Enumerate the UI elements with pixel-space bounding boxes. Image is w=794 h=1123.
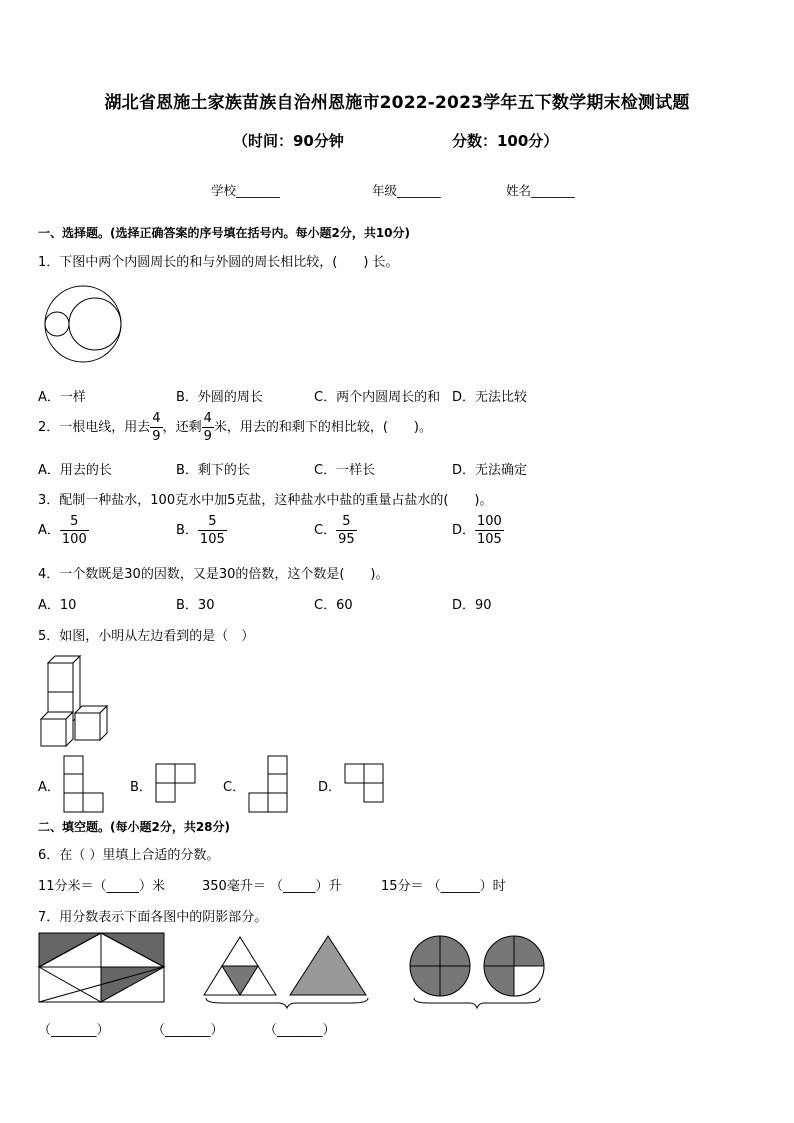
fraction [475, 515, 504, 546]
section-1-heading: 一、选择题。(选择正确答案的序号填在括号内。每小题2分，共10分) [38, 226, 411, 240]
q1-option-b: B．外圆的周长 [176, 390, 263, 405]
q2-option-a: A．用去的长 [38, 463, 112, 478]
option-label: B． [176, 523, 198, 538]
q5-option-b-figure [155, 763, 197, 803]
q5-option-a-figure [63, 755, 105, 813]
denominator: 9 [152, 429, 161, 444]
section-2-heading: 二、填空题。(每小题2分，共28分) [38, 820, 231, 834]
numerator: 5 [198, 515, 227, 531]
q7-blank-1[interactable]: （_______） [38, 1023, 110, 1038]
time-label: （时间：90分钟 [233, 132, 344, 150]
q5-option-d-label: D． [318, 780, 342, 795]
q1-option-c: C．两个内圆周长的和 [314, 390, 441, 405]
q2-text-part: 米，用去的和剩下的相比较，( )。 [213, 420, 433, 435]
denominator: 9 [203, 429, 212, 444]
q3-option-a [38, 514, 89, 548]
question-5-text: 5．如图，小明从左边看到的是（ ） [38, 629, 255, 644]
q1-option-a: A．一样 [38, 390, 86, 405]
shaded-rectangle-figure [38, 932, 166, 1004]
option-label: C． [314, 523, 337, 538]
q2-text-part: ，还剩 [162, 420, 202, 435]
q3-option-d [452, 514, 504, 548]
question-7-text: 7．用分数表示下面各图中的阴影部分。 [38, 910, 268, 925]
q5-option-b-label: B． [130, 780, 152, 795]
question-3-text: 3．配制一种盐水，100克水中加5克盐，这种盐水中盐的重量占盐水的( )。 [38, 493, 493, 508]
fraction [198, 515, 227, 546]
q5-option-c-figure [248, 755, 290, 813]
option-label: A． [38, 523, 60, 538]
q7-blank-2[interactable]: （_______） [152, 1023, 224, 1038]
numerator: 100 [477, 514, 502, 529]
option-label: D． [452, 523, 476, 538]
denominator: 105 [477, 532, 502, 547]
numerator: 4 [152, 411, 161, 426]
q7-blank-3[interactable]: （_______） [264, 1023, 336, 1038]
q4-option-c: C．60 [314, 598, 353, 613]
q2-option-c: C．一样长 [314, 463, 376, 478]
denominator: 105 [199, 532, 225, 547]
circles-figure [44, 285, 124, 365]
school-field: 学校_______ [211, 183, 280, 198]
fraction [336, 515, 357, 546]
q6-item-2: 350毫升＝ （_____）升 [202, 879, 342, 894]
cube-stack-figure [40, 656, 108, 748]
question-1-text: 1．下图中两个内圆周长的和与外圆的周长相比较，( ) 长。 [38, 255, 399, 270]
shaded-circles-figure [408, 934, 548, 1010]
question-4-text: 4．一个数既是30的因数，又是30的倍数，这个数是( )。 [38, 567, 389, 582]
q4-option-b: B．30 [176, 598, 215, 613]
fraction [150, 412, 162, 443]
q1-option-d: D．无法比较 [452, 390, 528, 405]
q6-item-3: 15分＝ （______）时 [381, 879, 506, 894]
grade-field: 年级_______ [372, 183, 441, 198]
q3-option-c [314, 514, 357, 548]
numerator: 4 [203, 411, 212, 426]
numerator: 5 [60, 515, 89, 531]
fraction [60, 515, 89, 546]
page-title: 湖北省恩施土家族苗族自治州恩施市2022-2023学年五下数学期末检测试题 [104, 93, 690, 113]
shaded-triangles-figure [202, 934, 370, 1010]
q3-option-b [176, 514, 227, 548]
denominator: 95 [338, 532, 355, 547]
numerator: 5 [336, 515, 357, 531]
q2-text-part: 2．一根电线，用去 [38, 420, 151, 435]
question-2-text [38, 411, 432, 445]
q5-option-d-figure [344, 763, 386, 803]
fraction [202, 412, 214, 443]
score-label: 分数：100分） [452, 132, 559, 150]
q5-option-a-label: A． [38, 780, 60, 795]
denominator: 100 [61, 532, 87, 547]
q2-option-d: D．无法确定 [452, 463, 528, 478]
q2-option-b: B．剩下的长 [176, 463, 250, 478]
q4-option-a: A．10 [38, 598, 77, 613]
q6-item-1: 11分米＝（_____）米 [38, 879, 166, 894]
q5-option-c-label: C． [223, 780, 246, 795]
name-field: 姓名_______ [506, 183, 575, 198]
question-6-text: 6．在（ ）里填上合适的分数。 [38, 848, 220, 863]
q4-option-d: D．90 [452, 598, 492, 613]
